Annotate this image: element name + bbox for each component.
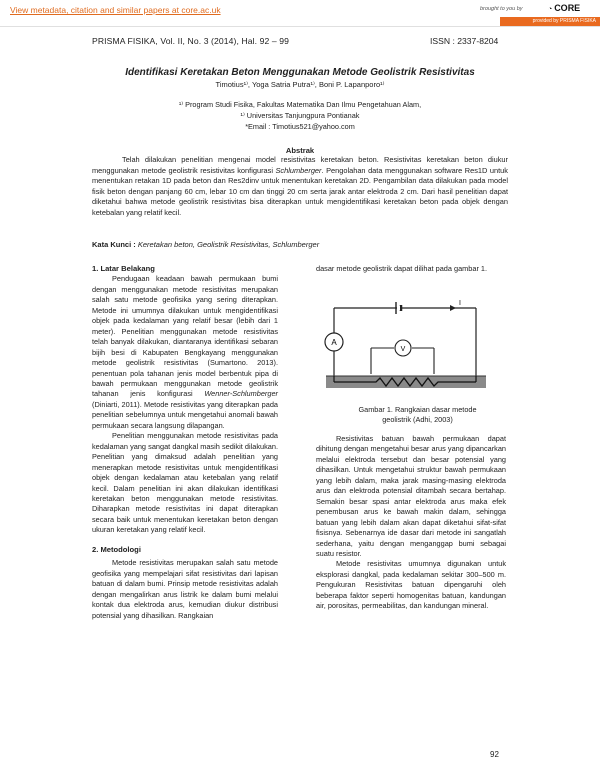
- section-1-paragraph-2: Penelitian menggunakan metode resistivitas pada kedalaman yang sangat dangkal masih sedikit dilakukan. Penelitian yang dimaksud adalah penelitian yang menerapkan metode resistivitas untuk mengidentifikasi objek dengan kedalaman atau ketebalan yang relatif kecil. Dalam penelitian ini akan dilakukan identifikasi keretakan beton menggunakan metode resistivitas. Diharapkan metode resistivitas ini dapat diterapkan secara baik untuk menentukan keretakan beton dengan ukuran keretakan yang relatif kecil.: [92, 431, 278, 535]
- ammeter-label: A: [331, 338, 337, 347]
- right-paragraph-2: Metode resistivitas umumnya digunakan untuk eksplorasi dangkal, pada kedalaman sekitar 300–500 m. Pengukuran Resistivitas batuan dipengaruhi oleh beberapa faktor seperti homogenitas batuan, kandungan air, porositas, permeabilitas, dan kandungan mineral.: [316, 559, 506, 611]
- section-2-heading: 2. Metodologi: [92, 544, 141, 554]
- core-logo-text: CORE: [554, 3, 581, 13]
- core-logo-icon: ◔: [548, 6, 555, 13]
- page-number: 92: [490, 750, 499, 759]
- core-link-domain: core.ac.uk: [181, 5, 221, 15]
- figure-caption-line-1: Gambar 1. Rangkaian dasar metode: [358, 405, 477, 414]
- core-link-text: View metadata, citation and similar papers at: [10, 5, 182, 15]
- current-label: I: [459, 300, 461, 307]
- voltmeter-label: V: [400, 346, 406, 353]
- keywords-text: Keretakan beton, Geolistrik Resistivitas, Schlumberger: [137, 240, 320, 249]
- section-2-paragraph-1: Metode resistivitas merupakan salah satu metode geofisika yang mempelajari sifat resistivitas dari lapisan batuan di dalam bumi. Prinsip metode resistivitas adalah dengan mengalirkan arus listrik ke dalam bumi melalui kontak dua elektroda arus, kemudian diukur distribusi potensial yang dihasilkan. Rangkaian: [92, 558, 278, 620]
- abstract-text-2: . Pengolahan data menggunakan software Res1D untuk menentukan retakan 1D pada beton dan Res2dinv untuk menentukan keretakan 2D. Pengambilan data dilakukan pada model fisik beton dengan panjang 60 cm, lebar 10 cm dan tinggi 20 cm serta jarak antar elektroda 2 cm. Dari hasil penelitian dapat diketahui bahwa metode geolistrik resistivitas bisa diterapkan untuk mengidentifikasi keretakan beton pada objek dengan ketebalan yang relatif kecil.: [92, 165, 508, 217]
- geoelectric-circuit-figure: [316, 296, 516, 402]
- s1p1-a: Pendugaan keadaan bawah permukaan bumi dengan menggunakan metode resistivitas merupakan salah satu metode geofisika yang sering diterapkan. Metode ini umumnya dilakukan untuk mengidentifikasi objek pada kedalaman yang relatif besar (lebih dari 1 meter). Penelitian menggunakan metode resistivitas telah banyak dilakukan, diantaranya identifikasi sebaran bijih besi di Kabupaten Bengkayang menggunakan metode geolistrik resistivitas (Sumartono. 2013). penentuan pola tahanan jenis model berbentuk pipa di bawah permukaan menggunakan metode geolistrik tahanan jenis konfigurasi: [92, 274, 278, 399]
- abstract-body: [92, 155, 508, 219]
- keywords: [92, 240, 508, 249]
- keywords-label: Kata Kunci :: [92, 240, 136, 249]
- paper-authors: Timotius¹⁾, Yoga Satria Putra¹⁾, Boni P. Lapanporo¹⁾: [215, 80, 385, 89]
- author-email: *Email : Timotius521@yahoo.com: [245, 122, 355, 131]
- journal-citation: PRISMA FISIKA, Vol. II, No. 3 (2014), Hal. 92 – 99: [92, 36, 290, 46]
- journal-issn: ISSN : 2337-8204: [430, 36, 499, 46]
- left-column: [92, 264, 278, 621]
- abstract-heading: Abstrak: [285, 146, 315, 155]
- core-metadata-link[interactable]: [10, 5, 221, 15]
- affiliation-1: ¹⁾ Program Studi Fisika, Fakultas Matematika Dan Ilmu Pengetahuan Alam,: [178, 100, 422, 109]
- figure-caption-line-2: geolistrik (Adhi, 2003): [382, 415, 453, 424]
- current-arrow-icon: [450, 305, 456, 311]
- right-column-top: [316, 264, 506, 274]
- figure-caption: [330, 405, 505, 425]
- section-1-paragraph-1: [92, 274, 278, 431]
- abstract-text-1: Telah dilakukan penelitian mengenai model resistivitas keretakan beton. Resistivitas keretakan beton diukur menggunakan metode geolistrik resistivitas konfigurasi: [92, 155, 508, 175]
- core-logo[interactable]: [548, 3, 580, 13]
- s1p1-italic: Wenner-Schlumberger: [204, 389, 278, 399]
- abstract-text-italic: Schlumberger: [275, 165, 322, 175]
- brought-by-text: brought to you by: [480, 6, 523, 12]
- provided-by-band: provided by PRISMA FISIKA: [500, 17, 600, 26]
- battery-gap: [397, 306, 400, 310]
- affiliation-2: ¹⁾ Universitas Tanjungpura Pontianak: [240, 111, 360, 120]
- right-paragraph-1: Resistivitas batuan bawah permukaan dapat dihitung dengan mengetahui besar arus yang dipancarkan melalui elektroda tersebut dan besar potensial yang dihasilkan. Untuk mengetahui struktur bawah permukaan yang lebih dalam, maka jarak masing-masing elektroda arus dan elektroda potensial ditambah secara bertahap. Semakin besar spasi antar elektroda arus maka efek penembusan arus ke bawah makin dalam, sehingga batuan yang lebih dalam akan dapat diketahui sifat-sifat fisisnya. Sebenarnya ide dasar dari metode ini sangatlah sederhana, yaitu dengan menganggap bumi sebagai suatu resistor.: [316, 434, 506, 558]
- right-column-bottom: [316, 434, 506, 612]
- paper-title: Identifikasi Keretakan Beton Menggunakan Metode Geolistrik Resistivitas: [125, 67, 475, 78]
- s1p1-b: (Diniarti, 2011). Metode resistivitas yang diterapkan pada penelitian sebelumnya untuk mengetahui anomali bawah permukaan secara langsung dilapangan.: [92, 399, 278, 430]
- figure-intro-text: dasar metode geolistrik dapat dilihat pada gambar 1.: [316, 264, 488, 273]
- section-1-heading: 1. Latar Belakang: [92, 264, 155, 273]
